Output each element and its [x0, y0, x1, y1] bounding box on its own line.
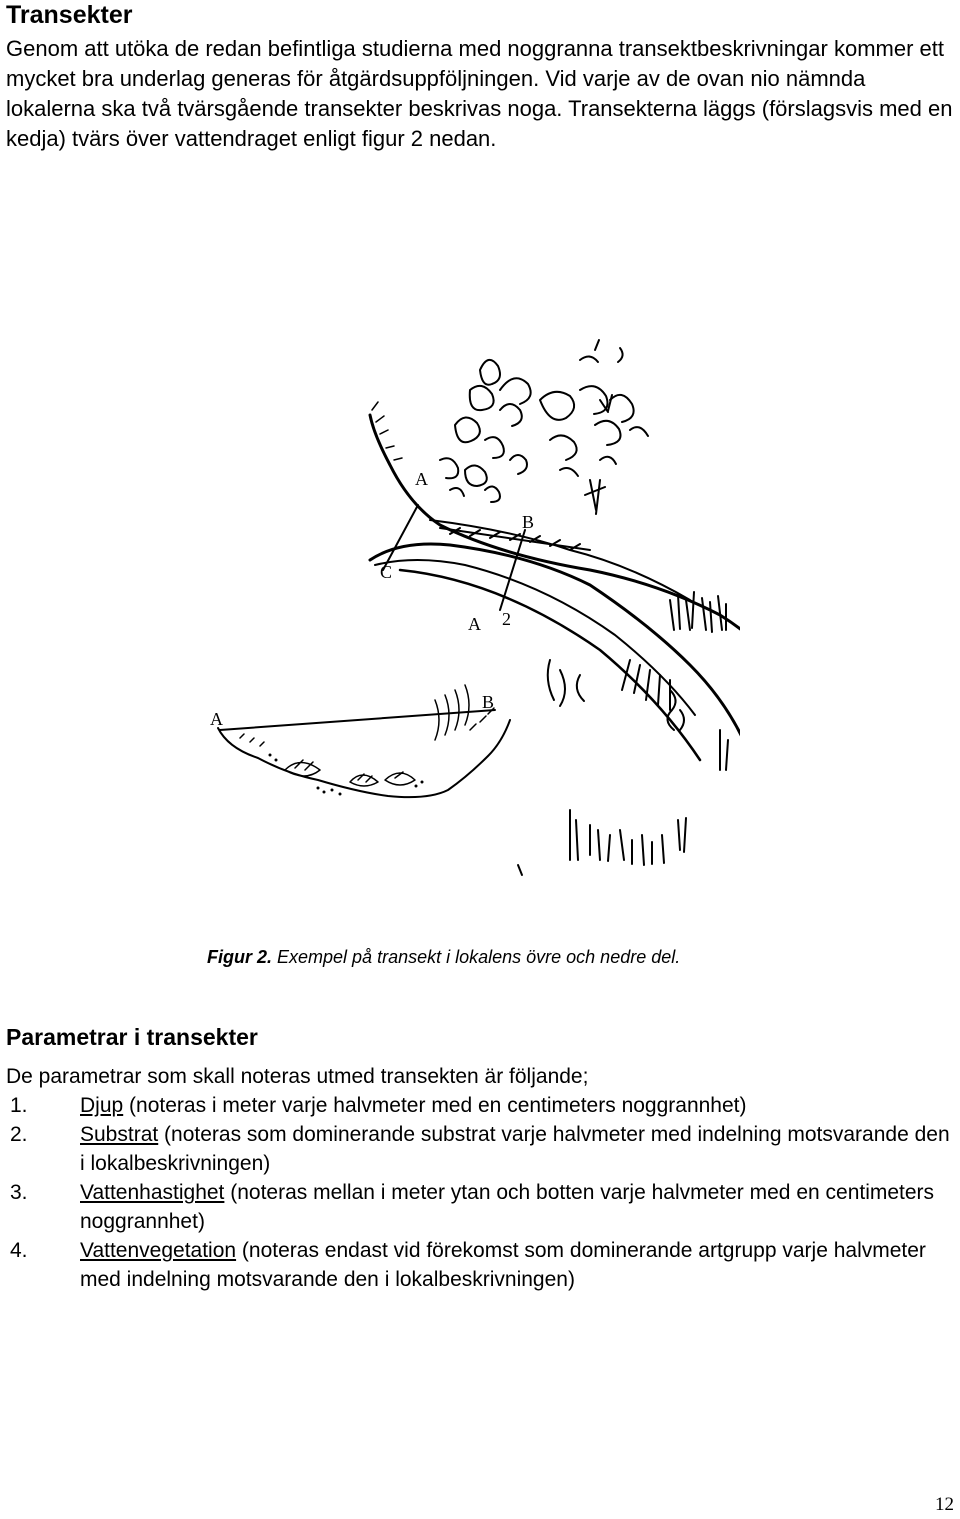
list-item-text: (noteras endast vid förekomst som dominerande artgrupp varje halvmeter med indelning motsvarande den i lokalbeskrivningen) [80, 1239, 926, 1291]
label-b-top: B [522, 512, 535, 532]
label-a-lower: A [468, 614, 481, 634]
parameters-heading: Parametrar i transekter [6, 1024, 258, 1050]
list-item-body [80, 1236, 951, 1294]
list-item [6, 1091, 951, 1120]
label-a-top: A [415, 469, 428, 489]
page-number: 12 [935, 1494, 954, 1515]
label-two: 2 [502, 609, 511, 629]
figure-caption-label: Figur 2. [207, 947, 273, 967]
intro-paragraph: Genom att utöka de redan befintliga studierna med noggranna transektbeskrivningar kommer ett mycket bra underlag generas för åtgärdsuppföljningen. Vid varje av de ovan nio nämnda lokalerna ska två tvärsgående transekter beskrivas noga. Transekterna läggs (förslagsvis med en kedja) tvärs över vattendraget enligt figur 2 nedan. [6, 36, 953, 151]
parameters-list [6, 1091, 951, 1294]
list-item-term: Vattenhastighet [80, 1181, 225, 1204]
list-item-number: 2. [10, 1123, 28, 1146]
list-item-text: (noteras som dominerande substrat varje halvmeter med indelning motsvarande den i lokalbeskrivningen) [80, 1123, 950, 1175]
figure-caption-text: Exempel på transekt i lokalens övre och nedre del. [272, 947, 681, 967]
list-item-body [80, 1120, 951, 1178]
list-item-number: 4. [10, 1239, 28, 1262]
grass-bottom [518, 810, 686, 875]
list-item-body [80, 1178, 951, 1236]
list-item-term: Substrat [80, 1123, 159, 1146]
list-item-body [80, 1091, 747, 1120]
figure-caption [207, 944, 680, 970]
section-title: Transekter [6, 1, 133, 29]
label-section-b: B [482, 692, 495, 712]
list-item-term: Vattenvegetation [80, 1239, 237, 1262]
parameters-intro: De parametrar som skall noteras utmed transekten är följande; [6, 1065, 589, 1088]
list-item-term: Djup [80, 1094, 124, 1117]
tree-canopy-left [440, 360, 531, 502]
label-c: C [380, 562, 393, 582]
list-item-number: 1. [10, 1094, 28, 1117]
list-item-text: (noteras mellan i meter ytan och botten varje halvmeter med en centimeters noggrannhet) [80, 1181, 935, 1233]
list-item [6, 1120, 951, 1178]
list-item [6, 1236, 951, 1294]
label-section-a: A [210, 709, 223, 729]
list-item-text: (noteras i meter varje halvmeter med en centimeters noggrannhet) [123, 1094, 747, 1117]
transect-line-lower [500, 530, 525, 610]
transect-sketch-figure [200, 330, 740, 890]
list-item [6, 1178, 951, 1236]
tree-canopy-right [540, 340, 648, 514]
list-item-number: 3. [10, 1181, 28, 1204]
cross-section-waterline [220, 710, 495, 730]
